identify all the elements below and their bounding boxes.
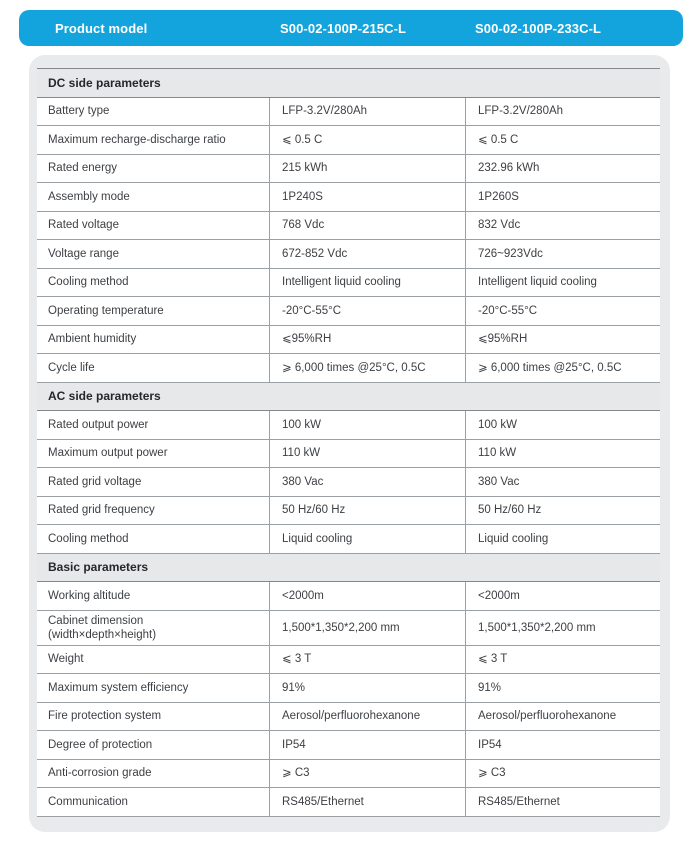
value-cell-model-1	[269, 411, 465, 439]
value-cell-model-2	[465, 240, 660, 268]
table-row-cabinet-dimension	[37, 611, 660, 646]
parameter-value: 672-852 Vdc	[282, 247, 348, 260]
parameter-label-cell	[37, 269, 269, 297]
value-cell-model-2	[465, 326, 660, 354]
parameter-label-cell	[37, 731, 269, 759]
section-row-basic-parameters	[37, 554, 660, 583]
parameter-value: 1,500*1,350*2,200 mm	[478, 621, 596, 634]
parameter-value: 380 Vac	[478, 475, 520, 488]
parameter-value: IP54	[282, 738, 306, 751]
parameter-value: -20°C-55°C	[478, 304, 538, 317]
value-cell-model-2	[465, 212, 660, 240]
parameter-label: Assembly mode	[48, 190, 130, 203]
table-row-rated-energy	[37, 155, 660, 184]
parameter-value: -20°C-55°C	[282, 304, 342, 317]
parameter-value: IP54	[478, 738, 502, 751]
section-title: Basic parameters	[48, 560, 149, 575]
value-cell-model-2	[465, 126, 660, 154]
parameter-value: Aerosol/perfluorohexanone	[478, 710, 617, 723]
table-row-maximum-recharge-discharge-ratio	[37, 126, 660, 155]
parameter-value: LFP-3.2V/280Ah	[478, 105, 564, 118]
table-row-operating-temperature	[37, 297, 660, 326]
parameter-label: Anti-corrosion grade	[48, 767, 152, 780]
value-cell-model-2	[465, 497, 660, 525]
value-cell-model-1	[269, 582, 465, 610]
parameter-label: Communication	[48, 795, 128, 808]
parameter-label-cell	[37, 155, 269, 183]
parameter-value: 100 kW	[282, 418, 321, 431]
parameter-label-cell	[37, 440, 269, 468]
parameter-label-cell	[37, 240, 269, 268]
parameter-value: 50 Hz/60 Hz	[478, 504, 542, 517]
value-cell-model-2	[465, 646, 660, 674]
value-cell-model-1	[269, 674, 465, 702]
parameter-label: Weight	[48, 653, 84, 666]
value-cell-model-2	[465, 788, 660, 816]
parameter-value: Intelligent liquid cooling	[282, 276, 401, 289]
parameter-value: ⩽ 3 T	[478, 653, 508, 666]
value-cell-model-2	[465, 674, 660, 702]
parameter-value: ⩽95%RH	[478, 333, 528, 346]
parameter-value: LFP-3.2V/280Ah	[282, 105, 368, 118]
parameter-value: 726~923Vdc	[478, 247, 543, 260]
parameter-value: 50 Hz/60 Hz	[282, 504, 346, 517]
parameter-label: Rated energy	[48, 162, 118, 175]
parameter-value: ⩾ C3	[282, 767, 310, 780]
parameter-label-cell	[37, 183, 269, 211]
table-row-working-altitude	[37, 582, 660, 611]
parameter-value: RS485/Ethernet	[282, 795, 364, 808]
parameter-value: <2000m	[478, 589, 520, 602]
table-row-rated-voltage	[37, 212, 660, 241]
table-row-anti-corrosion-grade	[37, 760, 660, 789]
value-cell-model-1	[269, 440, 465, 468]
value-cell-model-1	[269, 703, 465, 731]
parameter-label: Maximum output power	[48, 447, 168, 460]
value-cell-model-2	[465, 582, 660, 610]
parameter-value: 215 kWh	[282, 162, 328, 175]
header-model-1: S00-02-100P-215C-L	[280, 20, 407, 36]
parameter-value: 232.96 kWh	[478, 162, 540, 175]
table-row-fire-protection-system	[37, 703, 660, 732]
value-cell-model-1	[269, 646, 465, 674]
parameter-label: Operating temperature	[48, 304, 164, 317]
parameter-value: 832 Vdc	[478, 219, 521, 232]
parameter-value: ⩽95%RH	[282, 333, 332, 346]
parameter-label: Cooling method	[48, 532, 129, 545]
value-cell-model-1	[269, 468, 465, 496]
value-cell-model-2	[465, 269, 660, 297]
value-cell-model-1	[269, 354, 465, 382]
parameter-label: Rated output power	[48, 418, 149, 431]
parameter-value: Aerosol/perfluorohexanone	[282, 710, 421, 723]
value-cell-model-1	[269, 297, 465, 325]
parameter-value: ⩽ 0.5 C	[282, 133, 323, 146]
parameter-value: ⩾ 6,000 times @25°C, 0.5C	[282, 361, 426, 374]
parameter-value: Liquid cooling	[478, 532, 549, 545]
parameter-label: Rated grid frequency	[48, 504, 155, 517]
value-cell-model-1	[269, 98, 465, 126]
value-cell-model-2	[465, 98, 660, 126]
header-model-2: S00-02-100P-233C-L	[475, 20, 602, 36]
value-cell-model-2	[465, 354, 660, 382]
value-cell-model-1	[269, 788, 465, 816]
parameter-value: 110 kW	[478, 447, 517, 460]
parameter-label: Working altitude	[48, 589, 131, 602]
section-title: AC side parameters	[48, 389, 161, 404]
parameter-value: ⩽ 3 T	[282, 653, 312, 666]
value-cell-model-1	[269, 269, 465, 297]
table-row-maximum-output-power	[37, 440, 660, 469]
parameter-label-cell	[37, 411, 269, 439]
table-row-voltage-range	[37, 240, 660, 269]
value-cell-model-2	[465, 731, 660, 759]
value-cell-model-2	[465, 183, 660, 211]
parameter-label-cell	[37, 703, 269, 731]
product-model-header-bar	[19, 10, 683, 46]
parameter-value: 91%	[282, 681, 306, 694]
table-row-battery-type	[37, 98, 660, 127]
table-row-cooling-method	[37, 269, 660, 298]
parameter-label: Rated grid voltage	[48, 475, 142, 488]
table-row-degree-of-protection	[37, 731, 660, 760]
parameter-label-cell	[37, 497, 269, 525]
parameter-value: Liquid cooling	[282, 532, 353, 545]
spec-panel	[29, 55, 670, 832]
table-row-rated-grid-voltage	[37, 468, 660, 497]
value-cell-model-1	[269, 497, 465, 525]
parameter-label: Maximum system efficiency	[48, 681, 189, 694]
value-cell-model-1	[269, 760, 465, 788]
parameter-value: 1P260S	[478, 190, 519, 203]
spec-table	[37, 68, 660, 817]
value-cell-model-1	[269, 611, 465, 645]
parameter-value: 768 Vdc	[282, 219, 325, 232]
parameter-value: ⩾ 6,000 times @25°C, 0.5C	[478, 361, 622, 374]
value-cell-model-1	[269, 212, 465, 240]
value-cell-model-2	[465, 525, 660, 553]
value-cell-model-2	[465, 468, 660, 496]
value-cell-model-1	[269, 240, 465, 268]
parameter-label: Rated voltage	[48, 219, 119, 232]
parameter-value: 1,500*1,350*2,200 mm	[282, 621, 400, 634]
parameter-label-line2: (width×depth×height)	[48, 628, 157, 641]
value-cell-model-1	[269, 126, 465, 154]
parameter-value: 380 Vac	[282, 475, 324, 488]
parameter-value: 100 kW	[478, 418, 517, 431]
value-cell-model-1	[269, 731, 465, 759]
section-row-ac-side-parameters	[37, 383, 660, 412]
parameter-label: Degree of protection	[48, 738, 153, 751]
parameter-value: <2000m	[282, 589, 324, 602]
parameter-label-cell	[37, 525, 269, 553]
header-product-model-label: Product model	[55, 20, 148, 36]
parameter-label: Ambient humidity	[48, 333, 137, 346]
parameter-label-cell	[37, 354, 269, 382]
value-cell-model-2	[465, 440, 660, 468]
parameter-label: Voltage range	[48, 247, 119, 260]
parameter-label-cell	[37, 611, 269, 645]
parameter-value: 91%	[478, 681, 502, 694]
parameter-value: 110 kW	[282, 447, 321, 460]
value-cell-model-1	[269, 155, 465, 183]
parameter-label-cell	[37, 297, 269, 325]
parameter-value: RS485/Ethernet	[478, 795, 560, 808]
value-cell-model-2	[465, 611, 660, 645]
table-row-weight	[37, 646, 660, 675]
parameter-label-cell	[37, 326, 269, 354]
parameter-value: Intelligent liquid cooling	[478, 276, 597, 289]
table-row-communication	[37, 788, 660, 817]
parameter-label-cell	[37, 468, 269, 496]
parameter-label: Fire protection system	[48, 710, 162, 723]
value-cell-model-1	[269, 326, 465, 354]
value-cell-model-2	[465, 297, 660, 325]
parameter-label-cell	[37, 646, 269, 674]
parameter-label-cell	[37, 674, 269, 702]
parameter-value: ⩾ C3	[478, 767, 506, 780]
parameter-label-cell	[37, 98, 269, 126]
parameter-label: Cooling method	[48, 276, 129, 289]
parameter-label-cell	[37, 788, 269, 816]
section-row-dc-side-parameters	[37, 69, 660, 98]
parameter-label-cell	[37, 126, 269, 154]
parameter-label-cell	[37, 582, 269, 610]
parameter-label: Maximum recharge-discharge ratio	[48, 133, 226, 146]
section-title: DC side parameters	[48, 75, 161, 90]
parameter-label: Cycle life	[48, 361, 95, 374]
table-row-assembly-mode	[37, 183, 660, 212]
parameter-value: 1P240S	[282, 190, 323, 203]
table-row-maximum-system-efficiency	[37, 674, 660, 703]
table-row-rated-output-power	[37, 411, 660, 440]
value-cell-model-2	[465, 411, 660, 439]
parameter-label-cell	[37, 212, 269, 240]
table-row-ambient-humidity	[37, 326, 660, 355]
value-cell-model-1	[269, 525, 465, 553]
table-row-rated-grid-frequency	[37, 497, 660, 526]
value-cell-model-2	[465, 760, 660, 788]
parameter-value: ⩽ 0.5 C	[478, 133, 519, 146]
value-cell-model-2	[465, 703, 660, 731]
value-cell-model-2	[465, 155, 660, 183]
parameter-label-cell	[37, 760, 269, 788]
parameter-label: Cabinet dimension	[48, 614, 144, 627]
parameter-label: Battery type	[48, 105, 110, 118]
value-cell-model-1	[269, 183, 465, 211]
table-row-cycle-life	[37, 354, 660, 383]
table-row-cooling-method	[37, 525, 660, 554]
